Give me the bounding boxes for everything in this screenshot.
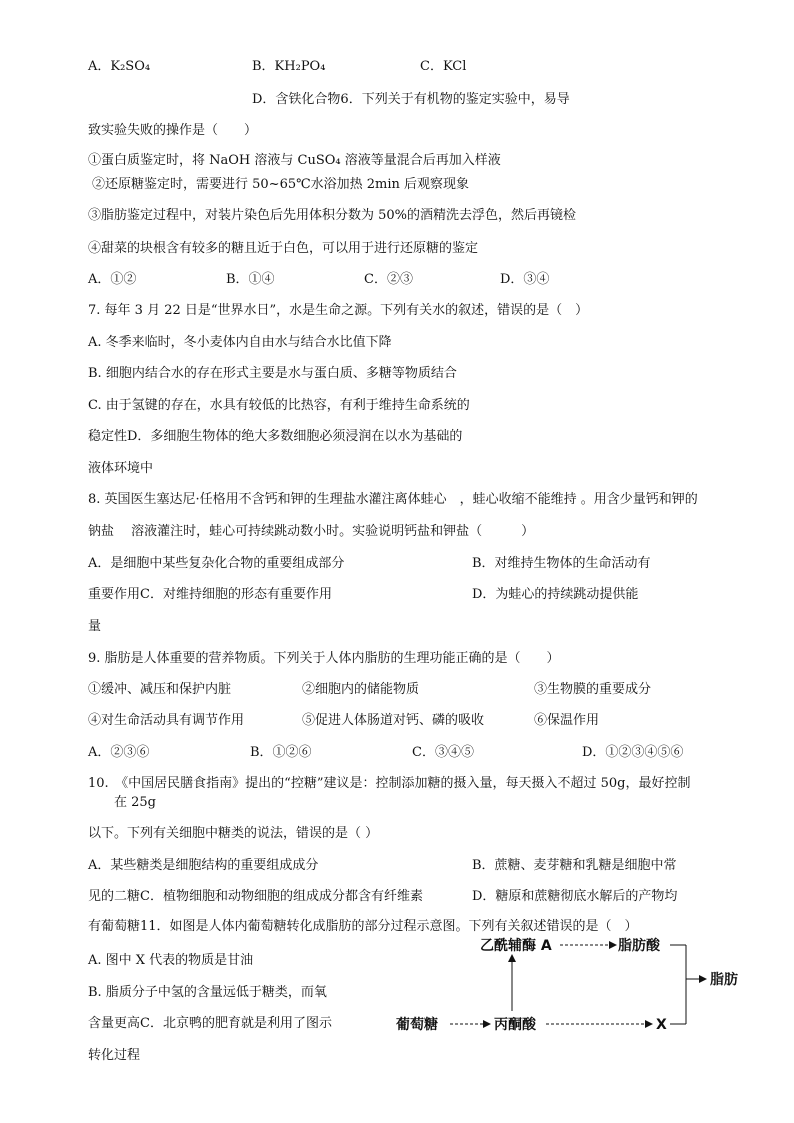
q10-stem-3: 以下。下列有关细胞中糖类的说法，错误的是（ ） [88,826,379,841]
q10-option-d-cont-q11-stem: 有葡萄糖11．如图是人体内葡萄糖转化成脂肪的部分过程示意图。下列有关叙述错误的是（ ） [88,919,638,934]
fatty-acid-label: 脂肪酸 [618,938,660,954]
q10-option-b: B．蔗糖、麦芽糖和乳糖是细胞中常 [472,858,677,873]
q7-option-a: A. 冬季来临时，冬小麦体内自由水与结合水比值下降 [88,335,392,350]
q8-option-d: D．为蛙心的持续跳动提供能 [472,587,639,602]
q9-item-1: ①缓冲、减压和保护内脏 [88,682,232,697]
q6-option-a: A．①② [88,272,137,287]
q9-item-4: ④对生命活动具有调节作用 [88,713,245,728]
pyruvate-label: 丙酮酸 [494,1017,536,1033]
q10-option-a: A．某些糖类是细胞结构的重要组成成分 [88,858,319,873]
q9-item-5: ⑤促进人体肠道对钙、磷的吸收 [302,713,485,728]
q11-option-c-cont: 转化过程 [88,1048,141,1063]
q7-option-c: C. 由于氢键的存在，水具有较低的比热容，有利于维持生命系统的 [88,398,470,413]
q5-option-c: C．KCl [420,59,467,74]
q8-option-d-cont: 量 [88,619,102,634]
q6-item-2: ②还原糖鉴定时，需要进行 50~65℃水浴加热 2min 后观察现象 [92,177,470,192]
q6-option-b: B．①④ [226,272,275,287]
q6-option-d: D．③④ [500,272,550,287]
q8-option-a: A．是细胞中某些复杂化合物的重要组成部分 [88,556,345,571]
q9-stem: 9. 脂肪是人体重要的营养物质。下列关于人体内脂肪的生理功能正确的是（ ） [88,651,560,666]
q7-option-b: B. 细胞内结合水的存在形式主要是水与蛋白质、多糖等物质结合 [88,366,457,381]
q9-item-3: ③生物膜的重要成分 [534,682,652,697]
q11-option-a: A. 图中 X 代表的物质是甘油 [88,953,254,968]
glucose-label: 葡萄糖 [396,1017,438,1033]
q11-option-b: B. 脂质分子中氢的含量远低于糖类，而氧 [88,985,327,1000]
q6-item-3: ③脂肪鉴定过程中，对装片染色后先用体积分数为 50%的酒精洗去浮色，然后再镜检 [88,208,577,223]
q11-option-b-cont-c: 含量更高C．北京鸭的肥育就是利用了图示 [88,1016,332,1031]
q5-option-b: B．KH₂PO₄ [252,59,326,74]
glucose-to-fat-diagram [390,905,780,1055]
q6-option-c: C．②③ [364,272,413,287]
q9-option-a: A．②③⑥ [88,745,150,760]
q8-stem-2: 钠盐 溶液灌注时，蛙心可持续跳动数小时。实验说明钙盐和钾盐（ ） [88,524,535,539]
acetyl-coa-label: 乙酰辅酶 A [480,938,552,954]
fat-label: 脂肪 [710,972,738,988]
q8-option-b-cont-c: 重要作用C．对维持细胞的形态有重要作用 [88,587,332,602]
q8-option-b: B．对维持生物体的生命活动有 [472,556,651,571]
q7-stem: 7. 每年 3 月 22 日是“世界水日”，水是生命之源。下列有关水的叙述，错误的是（ ） [88,303,589,318]
q9-item-2: ②细胞内的储能物质 [302,682,420,697]
q6-item-4: ④甜菜的块根含有较多的糖且近于白色，可以用于进行还原糖的鉴定 [88,241,479,256]
q6-stem-cont: 致实验失败的操作是（ ） [88,123,258,138]
x-label: X [656,1017,667,1033]
q8-stem-1: 8. 英国医生塞达尼·任格用不含钙和钾的生理盐水灌注离体蛙心 ，蛙心收缩不能维持 。用含少量钙和钾的 [88,492,698,507]
q10-stem-1: 10. 《中国居民膳食指南》提出的“控糖”建议是：控制添加糖的摄入量，每天摄入不超过 50g，最好控制 [88,776,691,791]
q10-option-b-cont-c: 见的二糖C．植物细胞和动物细胞的组成成分都含有纤维素 [88,889,423,904]
q7-option-c-cont: 稳定性D．多细胞生物体的绝大多数细胞必须浸润在以水为基础的 [88,429,463,444]
q5-option-d-q6-stem: D．含铁化合物6．下列关于有机物的鉴定实验中，易导 [252,92,570,107]
q9-item-6: ⑥保温作用 [534,713,600,728]
q9-option-d: D．①②③④⑤⑥ [582,745,684,760]
q9-option-b: B．①②⑥ [250,745,312,760]
q6-item-1: ①蛋白质鉴定时，将 NaOH 溶液与 CuSO₄ 溶液等量混合后再加入样液 [88,153,501,168]
q7-option-d-cont: 液体环境中 [88,461,154,476]
q10-stem-2: 在 25g [114,795,156,810]
q5-option-a: A．K₂SO₄ [88,59,151,74]
q9-option-c: C．③④⑤ [412,745,474,760]
q10-option-d: D．糖原和蔗糖彻底水解后的产物均 [472,889,678,904]
